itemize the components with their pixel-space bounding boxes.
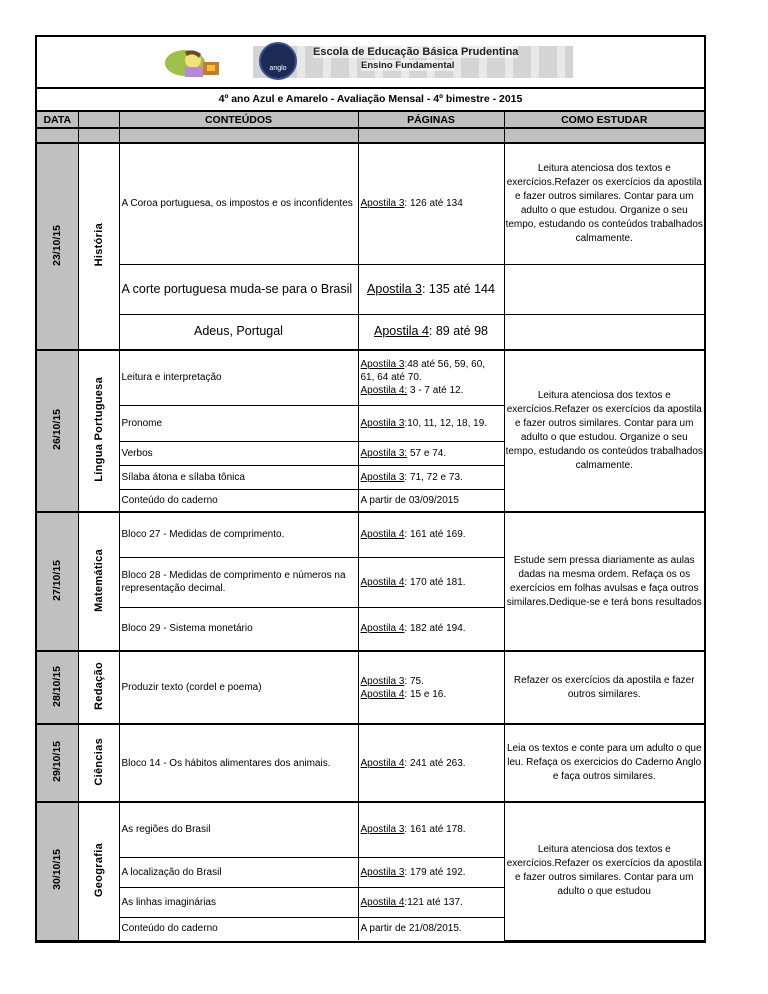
pages-range: : 135 até 144 xyxy=(421,281,495,296)
pages-cell xyxy=(358,802,504,857)
apostila-link[interactable]: Apostila 3 xyxy=(360,824,405,836)
anglo-logo-label: anglo xyxy=(269,65,287,72)
date-label: 30/10/15 xyxy=(51,849,64,891)
content-cell: As linhas imaginárias xyxy=(119,887,358,917)
pages-cell xyxy=(358,557,504,607)
spacer-cell xyxy=(358,128,504,143)
apostila-link[interactable]: Apostila 4 xyxy=(374,324,429,339)
pages-range: : 161 até 178. xyxy=(404,824,466,836)
apostila-link[interactable]: Apostila 4 xyxy=(360,529,405,541)
table-row xyxy=(37,314,704,350)
subject-label: Geografia xyxy=(92,842,105,897)
content-cell: Produzir texto (cordel e poema) xyxy=(119,651,358,724)
spacer-cell xyxy=(504,128,704,143)
date-label: 28/10/15 xyxy=(51,665,64,707)
date-label: 29/10/15 xyxy=(51,741,64,782)
spacer-cell xyxy=(78,128,119,143)
pages-cell xyxy=(358,264,504,314)
pages-range: : 182 até 194. xyxy=(404,623,466,635)
spacer-cell xyxy=(119,128,358,143)
content-cell: As regiões do Brasil xyxy=(119,802,358,857)
pages-range: :48 até 56, 59, 60, 61, 64 até 70. xyxy=(360,359,486,384)
content-cell: Bloco 27 - Medidas de comprimento. xyxy=(119,512,358,557)
pages-range: : 170 até 181. xyxy=(404,576,466,588)
subject-label: Língua Portuguesa xyxy=(92,377,105,482)
apostila-link[interactable]: Apostila 4 xyxy=(360,576,405,588)
empty-study-cell xyxy=(504,264,704,314)
table-row xyxy=(37,350,704,405)
pages-range: : 75. xyxy=(404,675,424,687)
pages-cell xyxy=(358,441,504,465)
date-cell xyxy=(37,350,78,512)
date-label: 26/10/15 xyxy=(51,409,64,450)
pages-cell xyxy=(358,857,504,887)
pages-cell xyxy=(358,651,504,724)
child-reading-illustration-icon xyxy=(163,48,243,78)
col-header-subject xyxy=(78,112,119,128)
pages-cell xyxy=(358,314,504,350)
content-cell: Bloco 28 - Medidas de comprimento e números na representação decimal. xyxy=(119,557,358,607)
spacer-cell xyxy=(37,128,78,143)
school-name: Escola de Educação Básica Prudentina xyxy=(313,46,519,58)
pages-cell xyxy=(358,465,504,489)
content-cell: Conteúdo do caderno xyxy=(119,917,358,940)
study-cell: Leitura atenciosa dos textos e exercícios.Refazer os exercícios da apostila e fazer outros similares. Contar para um adulto o que estudou xyxy=(504,802,704,940)
subject-label: História xyxy=(92,223,105,267)
study-cell: Estude sem pressa diariamente as aulas dadas na mesma ordem. Refaça os os exercícios em folhas avulsas e faça outros similares.Dedique-se e terá bons resultados xyxy=(504,512,704,651)
document-title: 4º ano Azul e Amarelo - Avaliação Mensal - 4º bimestre - 2015 xyxy=(37,89,704,112)
pages-cell xyxy=(358,607,504,651)
apostila-link[interactable]: Apostila 4 xyxy=(360,896,405,908)
school-header xyxy=(37,37,704,89)
pages-cell xyxy=(358,143,504,264)
study-cell: Leitura atenciosa dos textos e exercícios.Refazer os exercícios da apostila e fazer outros similares. Contar para um adulto o que estudou. Organize o seu tempo, estudando os conteúdos trabalhados calmamente. xyxy=(504,350,704,512)
subject-cell xyxy=(78,350,119,512)
content-cell: Conteúdo do caderno xyxy=(119,489,358,512)
content-cell: Verbos xyxy=(119,441,358,465)
subject-cell xyxy=(78,724,119,802)
pages-range: :10, 11, 12, 18, 19. xyxy=(404,417,488,429)
pages-range: : 126 até 134 xyxy=(404,198,463,210)
study-cell: Leitura atenciosa dos textos e exercícios.Refazer os exercícios da apostila e fazer outros similares. Contar para um adulto o que estudou. Organize o seu tempo, estudando os conteúdos trabalhados calmamente. xyxy=(504,143,704,264)
subject-cell xyxy=(78,802,119,940)
pages-range: : 15 e 16. xyxy=(404,688,447,700)
apostila-link[interactable]: Apostila 3 xyxy=(360,471,405,483)
pages-range: : 89 até 98 xyxy=(428,324,488,339)
apostila-link[interactable]: Apostila 3 xyxy=(360,675,405,687)
pages-cell xyxy=(358,489,504,512)
table-row xyxy=(37,512,704,557)
content-cell: Pronome xyxy=(119,405,358,441)
assessment-table xyxy=(37,112,704,941)
subject-label: Redação xyxy=(92,662,105,710)
table-row xyxy=(37,802,704,857)
study-cell: Leia os textos e conte para um adulto o que leu. Refaça os exercicios do Caderno Anglo e faça outros similares. xyxy=(504,724,704,802)
pages-cell xyxy=(358,405,504,441)
subject-label: Matemática xyxy=(92,548,105,612)
pages-cell xyxy=(358,887,504,917)
apostila-link[interactable]: Apostila 3 xyxy=(360,866,405,878)
subject-cell xyxy=(78,143,119,350)
pages-cell xyxy=(358,350,504,405)
pages-cell xyxy=(358,512,504,557)
content-cell: A corte portuguesa muda-se para o Brasil xyxy=(119,264,358,314)
anglo-logo-icon xyxy=(259,42,297,80)
subject-label: Ciências xyxy=(92,737,105,786)
pages-cell xyxy=(358,917,504,940)
content-cell: Bloco 29 - Sistema monetário xyxy=(119,607,358,651)
subject-cell xyxy=(78,512,119,651)
subject-cell xyxy=(78,651,119,724)
date-cell xyxy=(37,651,78,724)
content-cell: A Coroa portuguesa, os impostos e os inconfidentes xyxy=(119,143,358,264)
pages-range: : 179 até 192. xyxy=(404,866,466,878)
table-row xyxy=(37,724,704,802)
pages-cell xyxy=(358,724,504,802)
table-header-row xyxy=(37,112,704,128)
col-header-como-estudar: COMO ESTUDAR xyxy=(504,112,704,128)
content-cell: A localização do Brasil xyxy=(119,857,358,887)
apostila-link[interactable]: Apostila 4: xyxy=(360,385,408,397)
apostila-link[interactable]: Apostila 3 xyxy=(360,359,405,371)
apostila-link[interactable]: Apostila 3: xyxy=(360,447,408,459)
apostila-link[interactable]: Apostila 3 xyxy=(360,417,405,429)
content-cell: Bloco 14 - Os hábitos alimentares dos animais. xyxy=(119,724,358,802)
table-row xyxy=(37,651,704,724)
schedule-sheet xyxy=(35,35,706,943)
pages-range: : 161 até 169. xyxy=(404,529,466,541)
apostila-link[interactable]: Apostila 3 xyxy=(367,281,422,296)
pages-range: A partir de 03/09/2015 xyxy=(360,494,459,506)
pages-range: : 71, 72 e 73. xyxy=(404,471,463,483)
date-cell xyxy=(37,143,78,350)
apostila-link[interactable]: Apostila 3 xyxy=(360,198,405,210)
date-cell xyxy=(37,802,78,940)
table-row xyxy=(37,264,704,314)
spacer-row xyxy=(37,128,704,143)
school-logo xyxy=(163,42,573,82)
date-label: 23/10/15 xyxy=(51,224,64,266)
date-label: 27/10/15 xyxy=(51,559,64,601)
pages-range: A partir de 21/08/2015. xyxy=(360,923,462,935)
table-row xyxy=(37,143,704,264)
content-cell: Sílaba átona e sílaba tônica xyxy=(119,465,358,489)
empty-study-cell xyxy=(504,314,704,350)
apostila-link[interactable]: Apostila 4 xyxy=(360,623,405,635)
col-header-data: DATA xyxy=(37,112,78,128)
pages-range: :121 até 137. xyxy=(404,896,463,908)
apostila-link[interactable]: Apostila 4 xyxy=(360,757,405,769)
pages-range: 57 e 74. xyxy=(407,447,447,459)
col-header-conteudos: CONTEÚDOS xyxy=(119,112,358,128)
content-cell: Leitura e interpretação xyxy=(119,350,358,405)
content-cell: Adeus, Portugal xyxy=(119,314,358,350)
date-cell xyxy=(37,512,78,651)
pages-range: : 241 até 263. xyxy=(404,757,466,769)
col-header-paginas: PÁGINAS xyxy=(358,112,504,128)
school-subtitle: Ensino Fundamental xyxy=(361,60,455,71)
date-cell xyxy=(37,724,78,802)
study-cell: Refazer os exercícios da apostila e fazer outros similares. xyxy=(504,651,704,724)
pages-range: 3 - 7 até 12. xyxy=(407,385,464,397)
apostila-link[interactable]: Apostila 4 xyxy=(360,688,405,700)
